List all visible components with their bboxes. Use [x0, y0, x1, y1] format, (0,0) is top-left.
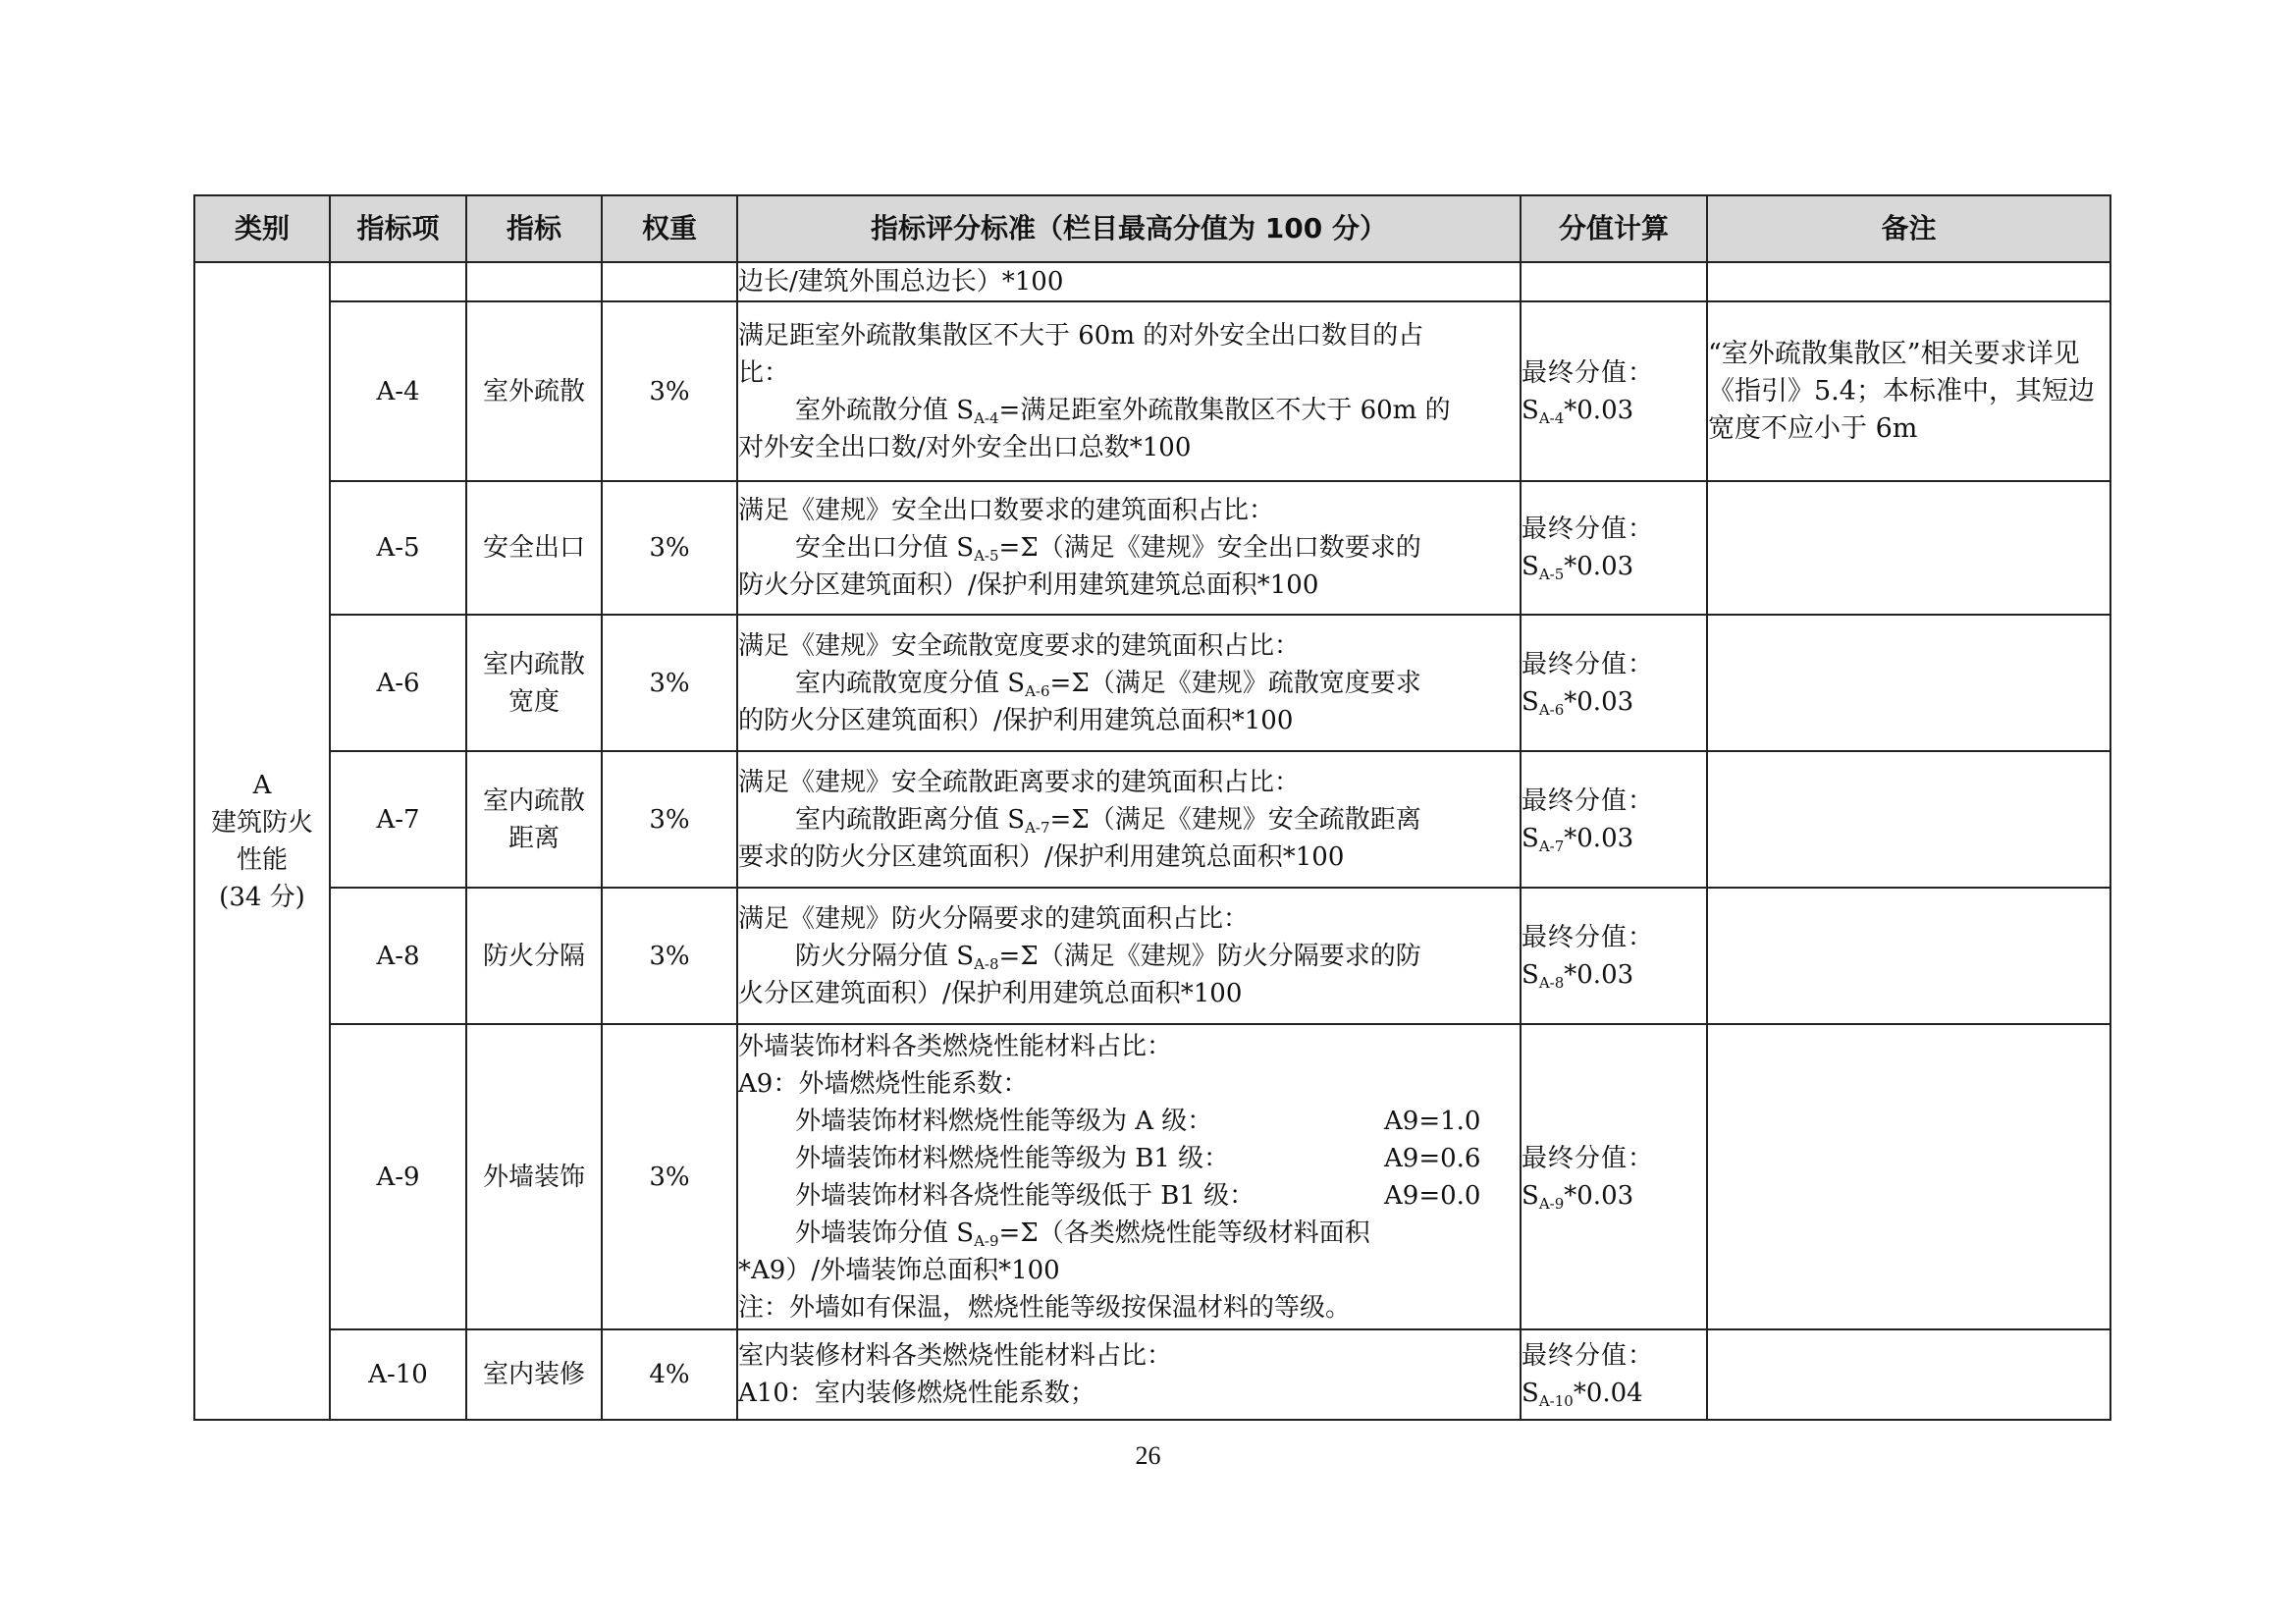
standard-text: 满足距室外疏散集散区不大于 60m 的对外安全出口数目的占 — [738, 320, 1424, 351]
indicator-name-line1: 室内疏散 — [482, 785, 585, 816]
standard-cell — [737, 888, 1521, 1024]
weight-value: 3% — [602, 888, 737, 1024]
standard-text: 满足《建规》安全出口数要求的建筑面积占比： — [738, 496, 1275, 525]
weight-value: 3% — [602, 481, 737, 615]
standard-text: 边长/建筑外围总边长）*100 — [738, 267, 1064, 297]
calc-symbol: S — [1522, 1379, 1539, 1408]
calc-multiplier: *0.04 — [1573, 1379, 1643, 1408]
standard-text: *A9）/外墙装饰总面积*100 — [738, 1255, 1060, 1285]
indicator-name-line1: 室内疏散 — [482, 649, 585, 679]
table-row — [194, 262, 2110, 301]
grade-value: A9=0.6 — [1384, 1143, 1481, 1173]
category-name-line1: 建筑防火 — [210, 807, 313, 838]
table-row — [194, 888, 2110, 1024]
category-score: (34 分) — [219, 882, 305, 912]
indicator-name: 室外疏散 — [466, 301, 602, 481]
empty-cell — [466, 262, 602, 301]
calc-cell — [1521, 888, 1707, 1024]
calc-multiplier: *0.03 — [1564, 552, 1634, 581]
indicator-name: 外墙装饰 — [466, 1024, 602, 1329]
empty-cell — [602, 262, 737, 301]
indicator-name-line2: 宽度 — [507, 686, 560, 717]
standard-formula — [738, 665, 1520, 702]
indicator-name-line2: 距离 — [507, 823, 560, 853]
calc-cell — [1521, 1024, 1707, 1329]
evaluation-table — [193, 194, 2111, 1421]
calc-multiplier: *0.03 — [1564, 395, 1634, 425]
formula-subscript: A-6 — [1025, 681, 1050, 700]
grade-label: 外墙装饰材料燃烧性能等级为 A 级： — [795, 1106, 1213, 1136]
standard-text: 要求的防火分区建筑面积）/保护利用建筑总面积*100 — [738, 841, 1345, 872]
header-calc: 分值计算 — [1521, 195, 1707, 262]
indicator-name: 安全出口 — [466, 481, 602, 615]
empty-cell — [1521, 262, 1707, 301]
table-row — [194, 301, 2110, 481]
grade-value: A9=1.0 — [1384, 1106, 1481, 1136]
grade-line — [738, 1177, 1520, 1215]
header-weight: 权重 — [602, 195, 737, 262]
calc-multiplier: *0.03 — [1564, 686, 1634, 717]
calc-formula — [1522, 820, 1706, 857]
standard-text: 外墙装饰材料各类燃烧性能材料占比： — [738, 1031, 1173, 1061]
calc-label: 最终分值： — [1522, 785, 1655, 816]
item-code: A-6 — [330, 615, 466, 751]
weight-value: 3% — [602, 751, 737, 888]
calc-symbol: S — [1522, 959, 1539, 990]
standard-cell — [737, 1024, 1521, 1329]
item-code: A-10 — [330, 1329, 466, 1420]
standard-cell — [737, 262, 1521, 301]
header-indicator: 指标 — [466, 195, 602, 262]
standard-text: 防火分区建筑面积）/保护利用建筑建筑总面积*100 — [738, 570, 1319, 600]
empty-cell — [330, 262, 466, 301]
standard-formula — [738, 529, 1520, 567]
grade-value: A9=0.0 — [1384, 1180, 1481, 1211]
formula-label: 室内疏散宽度分值 S — [795, 668, 1026, 698]
formula-subscript: A-7 — [1025, 818, 1050, 837]
calc-cell — [1521, 301, 1707, 481]
weight-value: 3% — [602, 615, 737, 751]
formula-text: =Σ（满足《建规》安全出口数要求的 — [998, 533, 1421, 563]
standard-text: 满足《建规》安全疏散距离要求的建筑面积占比： — [738, 767, 1301, 797]
standard-formula — [738, 938, 1520, 975]
header-category: 类别 — [194, 195, 330, 262]
calc-formula — [1522, 683, 1706, 721]
formula-text: =满足距室外疏散集散区不大于 60m 的 — [998, 395, 1451, 425]
indicator-name: 室内装修 — [466, 1329, 602, 1420]
formula-text: =Σ（满足《建规》疏散宽度要求 — [1049, 668, 1421, 698]
calc-label: 最终分值： — [1522, 514, 1655, 544]
table-row — [194, 1024, 2110, 1329]
calc-subscript: A-10 — [1538, 1392, 1574, 1410]
grade-line — [738, 1140, 1520, 1177]
standard-formula — [738, 1215, 1520, 1252]
calc-label: 最终分值： — [1522, 922, 1655, 952]
category-name-line2: 性能 — [236, 844, 288, 875]
calc-multiplier: *0.03 — [1564, 823, 1634, 853]
standard-text: 满足《建规》防火分隔要求的建筑面积占比： — [738, 903, 1250, 934]
calc-multiplier: *0.03 — [1564, 1180, 1634, 1211]
standard-text: 满足《建规》安全疏散宽度要求的建筑面积占比： — [738, 630, 1301, 661]
standard-formula — [738, 801, 1520, 839]
calc-label: 最终分值： — [1522, 1143, 1655, 1173]
calc-subscript: A-5 — [1538, 566, 1565, 583]
weight-value: 3% — [602, 1024, 737, 1329]
formula-label: 室内疏散距离分值 S — [795, 804, 1026, 835]
calc-symbol: S — [1522, 823, 1539, 853]
formula-subscript: A-8 — [974, 954, 999, 973]
header-note: 备注 — [1707, 195, 2110, 262]
note-cell — [1707, 888, 2110, 1024]
item-code: A-7 — [330, 751, 466, 888]
item-code: A-4 — [330, 301, 466, 481]
standard-note: 注：外墙如有保温，燃烧性能等级按保温材料的等级。 — [738, 1292, 1352, 1323]
formula-text: =Σ（各类燃烧性能等级材料面积 — [998, 1218, 1370, 1248]
standard-text: 对外安全出口数/对外安全出口总数*100 — [738, 432, 1192, 462]
calc-formula — [1522, 1375, 1706, 1412]
calc-cell — [1521, 615, 1707, 751]
calc-formula — [1522, 1177, 1706, 1215]
indicator-name — [466, 615, 602, 751]
standard-text: A10：室内装修燃烧性能系数； — [738, 1379, 1095, 1408]
calc-formula — [1522, 956, 1706, 994]
standard-cell — [737, 481, 1521, 615]
calc-cell — [1521, 1329, 1707, 1420]
calc-symbol: S — [1522, 395, 1539, 425]
formula-label: 室外疏散分值 S — [795, 395, 975, 425]
calc-symbol: S — [1522, 552, 1539, 581]
note-cell — [1707, 615, 2110, 751]
grade-line — [738, 1103, 1520, 1140]
formula-label: 外墙装饰分值 S — [795, 1218, 975, 1248]
note-cell — [1707, 301, 2110, 481]
item-code: A-5 — [330, 481, 466, 615]
calc-subscript: A-4 — [1538, 408, 1565, 427]
standard-text: 比： — [738, 357, 790, 388]
table-row — [194, 1329, 2110, 1420]
calc-formula — [1522, 392, 1706, 429]
standard-cell — [737, 1329, 1521, 1420]
category-code: A — [252, 770, 272, 800]
indicator-name — [466, 751, 602, 888]
calc-cell — [1521, 751, 1707, 888]
calc-symbol: S — [1522, 1180, 1539, 1211]
table-row — [194, 615, 2110, 751]
formula-text: =Σ（满足《建规》安全疏散距离 — [1049, 804, 1421, 835]
calc-multiplier: *0.03 — [1564, 959, 1634, 990]
note-cell — [1707, 1024, 2110, 1329]
standard-formula — [738, 392, 1520, 429]
note-cell — [1707, 481, 2110, 615]
calc-cell — [1521, 481, 1707, 615]
grade-label: 外墙装饰材料各烧性能等级低于 B1 级： — [795, 1180, 1255, 1211]
page-number: 26 — [1135, 1441, 1161, 1470]
item-code: A-8 — [330, 888, 466, 1024]
calc-label: 最终分值： — [1522, 1341, 1655, 1371]
weight-value: 4% — [602, 1329, 737, 1420]
calc-formula — [1522, 548, 1706, 585]
item-code: A-9 — [330, 1024, 466, 1329]
indicator-name: 防火分隔 — [466, 888, 602, 1024]
formula-label: 安全出口分值 S — [795, 533, 975, 563]
formula-subscript: A-5 — [974, 547, 999, 565]
calc-label: 最终分值： — [1522, 357, 1655, 388]
standard-cell — [737, 301, 1521, 481]
header-item: 指标项 — [330, 195, 466, 262]
standard-cell — [737, 751, 1521, 888]
formula-text: =Σ（满足《建规》防火分隔要求的防 — [998, 941, 1421, 971]
note-text: “室外疏散集散区”相关要求详见《指引》5.4；本标准中，其短边宽度不应小于 6m — [1708, 338, 2095, 444]
standard-text: A9：外墙燃烧性能系数： — [738, 1068, 1029, 1099]
note-cell — [1707, 1329, 2110, 1420]
formula-subscript: A-4 — [974, 408, 999, 427]
calc-subscript: A-9 — [1538, 1194, 1565, 1213]
header-standard: 指标评分标准（栏目最高分值为 100 分） — [737, 195, 1521, 262]
standard-text: 火分区建筑面积）/保护利用建筑总面积*100 — [738, 978, 1243, 1008]
table-row — [194, 481, 2110, 615]
calc-subscript: A-7 — [1538, 837, 1565, 855]
empty-cell — [1707, 262, 2110, 301]
grade-label: 外墙装饰材料燃烧性能等级为 B1 级： — [795, 1143, 1230, 1173]
weight-value: 3% — [602, 301, 737, 481]
formula-subscript: A-9 — [974, 1231, 999, 1250]
calc-subscript: A-6 — [1538, 700, 1565, 719]
calc-subscript: A-8 — [1538, 973, 1565, 992]
standard-cell — [737, 615, 1521, 751]
standard-text: 的防火分区建筑面积）/保护利用建筑总面积*100 — [738, 705, 1294, 735]
header-row — [194, 195, 2110, 262]
formula-label: 防火分隔分值 S — [795, 941, 975, 971]
category-cell — [194, 262, 330, 1420]
calc-symbol: S — [1522, 686, 1539, 717]
note-cell — [1707, 751, 2110, 888]
standard-text: 室内装修材料各类燃烧性能材料占比： — [738, 1341, 1173, 1371]
table-row — [194, 751, 2110, 888]
calc-label: 最终分值： — [1522, 649, 1655, 679]
